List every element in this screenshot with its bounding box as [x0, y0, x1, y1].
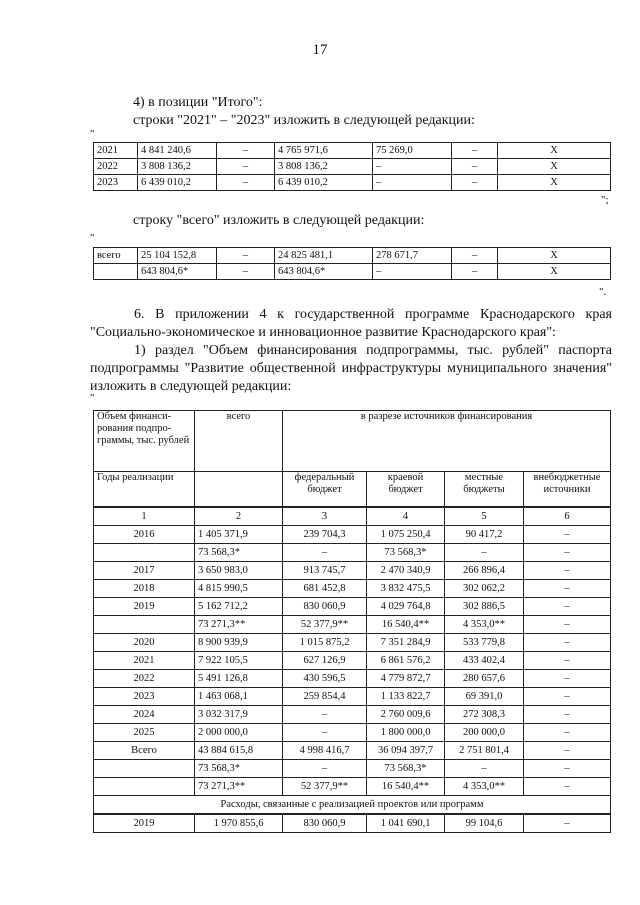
table-row — [94, 159, 611, 175]
table-row — [94, 634, 611, 652]
table-cell: 3 832 475,5 — [367, 580, 445, 598]
table-cell: 433 402,4 — [445, 652, 524, 670]
table-cell: 1 970 855,6 — [195, 814, 283, 833]
table-cell: 4 779 872,7 — [367, 670, 445, 688]
header-federal: федеральный бюджет — [283, 472, 367, 508]
close-quote-1: "; — [601, 194, 609, 206]
table-cell: – — [524, 742, 611, 760]
table-cell: – — [283, 724, 367, 742]
table-cell: 3 808 136,2 — [275, 159, 373, 175]
table-2021-2023 — [93, 142, 611, 191]
table-cell: 302 062,2 — [445, 580, 524, 598]
table-cell: 2023 — [94, 688, 195, 706]
table-cell: 73 568,3* — [195, 760, 283, 778]
table-cell: 830 060,9 — [283, 814, 367, 833]
table-cell: – — [445, 544, 524, 562]
table-cell — [94, 616, 195, 634]
table-cell: – — [452, 248, 498, 264]
table-row — [94, 526, 611, 544]
financing-table — [93, 410, 611, 833]
open-quote-3: " — [90, 392, 95, 404]
table-cell: 2 470 340,9 — [367, 562, 445, 580]
table-cell: 239 704,3 — [283, 526, 367, 544]
table-cell: 4 353,0** — [445, 616, 524, 634]
table-cell: 627 126,9 — [283, 652, 367, 670]
table-cell: 73 271,3** — [195, 778, 283, 796]
open-quote: " — [90, 128, 95, 140]
table-cell: 16 540,4** — [367, 616, 445, 634]
table-cell: – — [524, 778, 611, 796]
table-cell: 2018 — [94, 580, 195, 598]
table-cell: 3 808 136,2 — [138, 159, 217, 175]
table-cell: 2019 — [94, 598, 195, 616]
table-row — [94, 264, 611, 280]
table-cell: 7 922 105,5 — [195, 652, 283, 670]
table-cell: 2021 — [94, 143, 138, 159]
table-cell: 6 439 010,2 — [275, 175, 373, 191]
rows-2021-2023-text: строки "2021" – "2023" изложить в следующей редакции: — [133, 113, 475, 128]
table-cell: 266 896,4 — [445, 562, 524, 580]
table-cell: – — [283, 544, 367, 562]
table-cell: – — [373, 264, 452, 280]
column-number: 6 — [524, 507, 611, 526]
table-cell: 7 351 284,9 — [367, 634, 445, 652]
table-cell: 6 861 576,2 — [367, 652, 445, 670]
table-cell: – — [524, 706, 611, 724]
table-cell: 302 886,5 — [445, 598, 524, 616]
table-cell: – — [452, 264, 498, 280]
table-cell: 200 000,0 — [445, 724, 524, 742]
table-cell: 24 825 481,1 — [275, 248, 373, 264]
table-cell: – — [217, 143, 275, 159]
table-cell: 2 751 801,4 — [445, 742, 524, 760]
table-row-2019-projects — [94, 814, 611, 833]
column-number: 3 — [283, 507, 367, 526]
table-cell: 4 765 971,6 — [275, 143, 373, 159]
table-cell: 52 377,9** — [283, 778, 367, 796]
table-cell: 1 015 875,2 — [283, 634, 367, 652]
table-cell: 2024 — [94, 706, 195, 724]
table-vsego — [93, 247, 611, 280]
table-cell: – — [524, 652, 611, 670]
header-extra: внебюджетные источники — [524, 472, 611, 508]
table-cell: – — [524, 724, 611, 742]
open-quote-2: " — [90, 232, 95, 244]
table-row — [94, 724, 611, 742]
table-row — [94, 580, 611, 598]
table-cell: – — [452, 159, 498, 175]
table-cell: – — [524, 634, 611, 652]
header-local: местные бюджеты — [445, 472, 524, 508]
table-cell: Х — [498, 248, 611, 264]
expenses-row — [94, 796, 611, 815]
table-cell: 2023 — [94, 175, 138, 191]
table-row — [94, 544, 611, 562]
table-cell: 1 133 822,7 — [367, 688, 445, 706]
table-cell: – — [373, 175, 452, 191]
table-cell: 75 269,0 — [373, 143, 452, 159]
table-cell: – — [524, 544, 611, 562]
table-cell: 4 998 416,7 — [283, 742, 367, 760]
table-cell: – — [524, 670, 611, 688]
expenses-label: Расходы, связанные с реализацией проектов или программ — [94, 796, 611, 815]
table-cell: Х — [498, 143, 611, 159]
header-years: Годы реализации — [94, 472, 195, 508]
table-cell: 272 308,3 — [445, 706, 524, 724]
header-by-sources: в разрезе источников финансирования — [283, 411, 611, 472]
page-number: 17 — [312, 42, 328, 58]
table-cell: – — [445, 760, 524, 778]
table-cell: 913 745,7 — [283, 562, 367, 580]
table-cell: 5 162 712,2 — [195, 598, 283, 616]
table-cell: – — [524, 526, 611, 544]
table-row — [94, 688, 611, 706]
table-cell: 2 000 000,0 — [195, 724, 283, 742]
table-row — [94, 248, 611, 264]
header-vsego: всего — [195, 411, 283, 472]
table-cell: 1 800 000,0 — [367, 724, 445, 742]
table-cell: 2019 — [94, 814, 195, 833]
table-cell: 4 029 764,8 — [367, 598, 445, 616]
table-cell: 2021 — [94, 652, 195, 670]
table-cell: всего — [94, 248, 138, 264]
table-cell: 4 841 240,6 — [138, 143, 217, 159]
table-cell: 280 657,6 — [445, 670, 524, 688]
table-cell: 2025 — [94, 724, 195, 742]
table-cell: 16 540,4** — [367, 778, 445, 796]
table-cell: – — [524, 688, 611, 706]
table-cell: 4 353,0** — [445, 778, 524, 796]
table-cell: – — [452, 175, 498, 191]
table-row — [94, 778, 611, 796]
table-cell: – — [524, 616, 611, 634]
table-cell: 73 568,3* — [367, 544, 445, 562]
table-cell: 2020 — [94, 634, 195, 652]
item4-text: 4) в позиции "Итого": — [133, 95, 263, 110]
table-row — [94, 706, 611, 724]
table-cell: – — [217, 159, 275, 175]
table-cell: – — [283, 760, 367, 778]
table-cell: 3 032 317,9 — [195, 706, 283, 724]
table-cell: – — [217, 248, 275, 264]
table-cell: 643 804,6* — [275, 264, 373, 280]
table-cell: 259 854,4 — [283, 688, 367, 706]
table-cell: – — [452, 143, 498, 159]
table-cell: 681 452,8 — [283, 580, 367, 598]
table-row — [94, 760, 611, 778]
table-cell: – — [217, 264, 275, 280]
table-row — [94, 742, 611, 760]
table-cell: 2016 — [94, 526, 195, 544]
table-cell — [94, 778, 195, 796]
table-cell: 4 815 990,5 — [195, 580, 283, 598]
table-cell: 69 391,0 — [445, 688, 524, 706]
table-cell: 36 094 397,7 — [367, 742, 445, 760]
table-row — [94, 598, 611, 616]
table-cell: 830 060,9 — [283, 598, 367, 616]
vsego-text: строку "всего" изложить в следующей редакции: — [133, 213, 425, 228]
table-cell: Х — [498, 175, 611, 191]
table-cell — [94, 264, 138, 280]
table-cell: 25 104 152,8 — [138, 248, 217, 264]
table-cell: 90 417,2 — [445, 526, 524, 544]
section6-paragraph: 6. В приложении 4 к государственной программе Краснодарского края "Социально-экономическое и инновационное развитие Краснодарского края": — [90, 307, 612, 340]
table-row — [94, 562, 611, 580]
table-cell: 8 900 939,9 — [195, 634, 283, 652]
header-regional: краевой бюджет — [367, 472, 445, 508]
column-number: 1 — [94, 507, 195, 526]
table-cell: 2017 — [94, 562, 195, 580]
table-cell: 3 650 983,0 — [195, 562, 283, 580]
table-cell: – — [373, 159, 452, 175]
table-cell: – — [524, 562, 611, 580]
table-cell: 73 568,3* — [195, 544, 283, 562]
table-cell: 1 075 250,4 — [367, 526, 445, 544]
table-cell: 1 405 371,9 — [195, 526, 283, 544]
table-cell: 5 491 126,8 — [195, 670, 283, 688]
column-number-row — [94, 507, 611, 526]
table-cell: – — [524, 760, 611, 778]
table-cell: 2 760 009,6 — [367, 706, 445, 724]
table-cell: 73 271,3** — [195, 616, 283, 634]
table-cell: 43 884 615,8 — [195, 742, 283, 760]
column-number: 5 — [445, 507, 524, 526]
table-cell: 1 463 068,1 — [195, 688, 283, 706]
table-cell: 533 779,8 — [445, 634, 524, 652]
table-cell — [94, 544, 195, 562]
table-cell: 278 671,7 — [373, 248, 452, 264]
table-row — [94, 175, 611, 191]
table-cell: Всего — [94, 742, 195, 760]
table-row — [94, 652, 611, 670]
table-cell: 52 377,9** — [283, 616, 367, 634]
table-cell: 99 104,6 — [445, 814, 524, 833]
table-cell: 2022 — [94, 670, 195, 688]
table-cell — [94, 760, 195, 778]
table-cell: 430 596,5 — [283, 670, 367, 688]
table-cell: – — [524, 598, 611, 616]
close-quote-2: ". — [599, 286, 607, 298]
table-cell: – — [524, 814, 611, 833]
table-cell: – — [217, 175, 275, 191]
table-cell: – — [524, 580, 611, 598]
table-row — [94, 616, 611, 634]
table-cell: 1 041 690,1 — [367, 814, 445, 833]
table-cell: Х — [498, 159, 611, 175]
table-cell: Х — [498, 264, 611, 280]
header-empty — [195, 472, 283, 508]
table-row — [94, 143, 611, 159]
section6-item1-paragraph: 1) раздел "Объем финансирования подпрограммы, тыс. рублей" паспорта подпрограммы "Развитие общественной инфраструктуры муниципального значения" изложить в следующей редакции: — [90, 343, 612, 394]
table-cell: 6 439 010,2 — [138, 175, 217, 191]
column-number: 4 — [367, 507, 445, 526]
column-number: 2 — [195, 507, 283, 526]
table-cell: – — [283, 706, 367, 724]
header-volume: Объем финанси-рования подпро-граммы, тыс. рублей — [94, 411, 195, 472]
table-cell: 2022 — [94, 159, 138, 175]
table-row — [94, 670, 611, 688]
table-cell: 73 568,3* — [367, 760, 445, 778]
table-cell: 643 804,6* — [138, 264, 217, 280]
